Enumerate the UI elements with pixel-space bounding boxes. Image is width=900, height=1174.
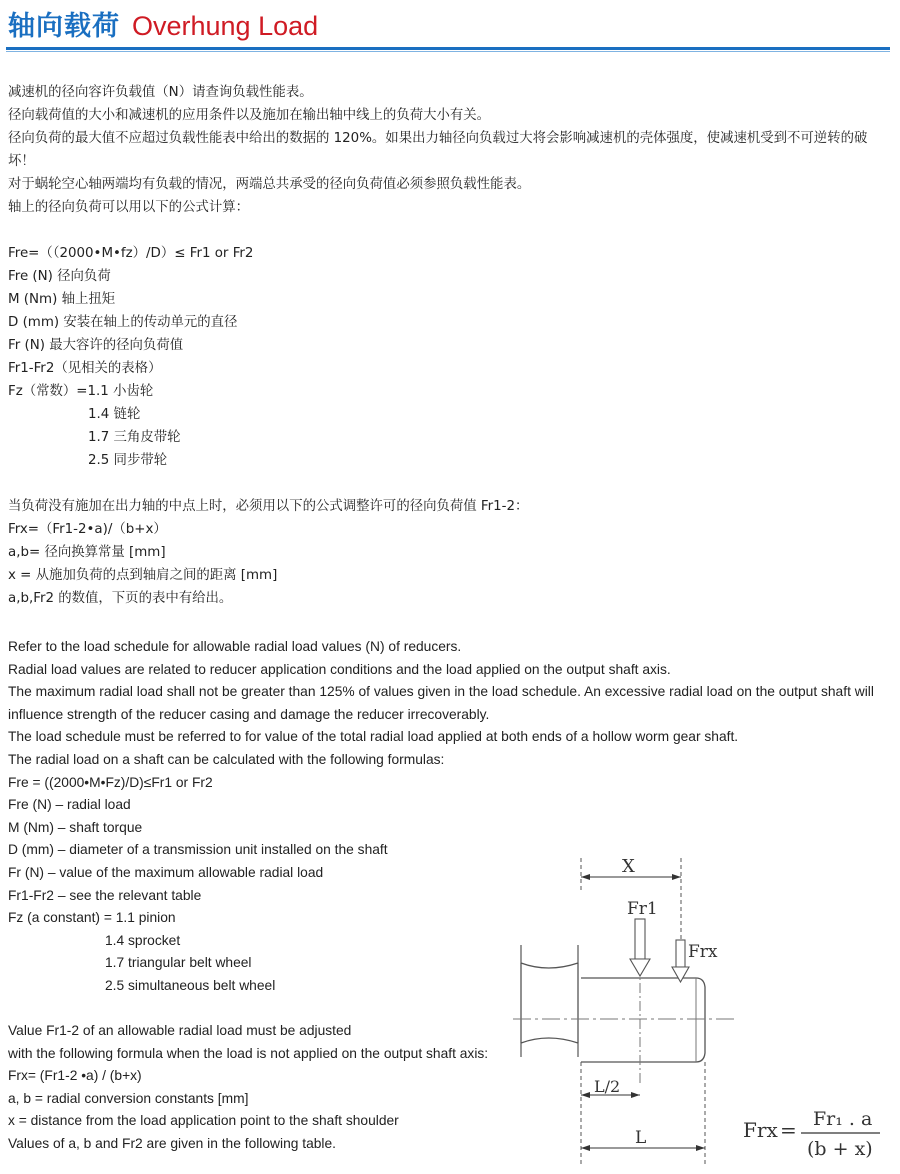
cn-definition: D (mm) 安装在轴上的传动单元的直径 [8, 315, 238, 330]
cn-definition: Fr (N) 最大容许的径向负荷值 [8, 338, 184, 353]
fr1-arrow [627, 899, 658, 976]
cn-paragraph: 径向载荷值的大小和减速机的应用条件以及施加在输出轴中线上的负荷大小有关。 [8, 108, 491, 123]
cn-constant: 1.7 三角皮带轮 [88, 430, 181, 445]
cn-definition: a,b= 径向换算常量 [mm] [8, 545, 166, 560]
en-paragraph: The load schedule must be referred to for value of the total radial load applied at both ends of a hollow worm gear shaft. [8, 729, 739, 745]
en-paragraph: The maximum radial load shall not be greater than 125% of values given in the load schedule. An excessive radial load on the output shaft will influence strength of the reducer casing and damage the reducer irrecoverably. [8, 684, 874, 722]
en-definition: a, b = radial conversion constants [mm] [8, 1090, 249, 1106]
cn-definition: x = 从施加负荷的点到轴肩之间的距离 [mm] [8, 568, 278, 583]
cn-definition: Fz（常数）=1.1 小齿轮 [8, 384, 154, 399]
en-formula: Fre = ((2000•M•Fz)/D)≤Fr1 or Fr2 [8, 774, 213, 790]
cn-paragraph: 对于蜗轮空心轴两端均有负载的情况，两端总共承受的径向负荷值必须参照负载性能表。 [8, 177, 531, 192]
cn-paragraph: 减速机的径向容许负载值（N）请查询负载性能表。 [8, 85, 313, 100]
cn-definition: Fr1-Fr2（见相关的表格） [8, 361, 162, 376]
cn-definition: Fre (N) 径向负荷 [8, 269, 111, 284]
en-paragraph: with the following formula when the load is not applied on the output shaft axis: [8, 1045, 489, 1061]
en-constant: 1.4 sprocket [105, 932, 181, 948]
cn-definition: M (Nm) 轴上扭矩 [8, 292, 116, 307]
header-rule-thin [6, 51, 890, 52]
formula-equals: = [780, 1118, 797, 1142]
en-paragraph: Refer to the load schedule for allowable radial load values (N) of reducers. [8, 639, 462, 654]
en-paragraph: Value Fr1-2 of an allowable radial load must be adjusted [8, 1023, 352, 1039]
en-definition: Values of a, b and Fr2 are given in the following table. [8, 1136, 337, 1152]
cn-paragraph: 径向负荷的最大值不应超过负载性能表中给出的数据的 120%。如果出力轴径向负载过大将会影响减速机的壳体强度，使减速机受到不可逆转的破坏！ [8, 131, 868, 169]
en-paragraph: Radial load values are related to reducer application conditions and the load applied on the output shaft axis. [8, 661, 671, 677]
cn-formula: Fre=（（2000•M•fz）/D）≤ Fr1 or Fr2 [8, 246, 254, 261]
title-english: Overhung Load [132, 11, 319, 41]
cn-constant: 2.5 同步带轮 [88, 453, 168, 468]
formula-numerator: Fr₁ . a [813, 1108, 873, 1130]
title-chinese: 轴向载荷 [8, 11, 120, 42]
label-l-half: L/2 [594, 1077, 621, 1096]
label-frx: Frx [688, 942, 718, 962]
cn-formula: Frx=（Fr1-2•a)/（b+x） [8, 522, 167, 537]
shaft-housing [521, 945, 578, 1057]
en-definition: x = distance from the load application point to the shaft shoulder [8, 1113, 399, 1129]
en-definition: Fr (N) – value of the maximum allowable radial load [8, 864, 324, 880]
formula-denominator: (b + x) [807, 1138, 873, 1160]
en-formula: Frx= (Fr1-2 •a) / (b+x) [8, 1068, 142, 1084]
en-definition: M (Nm) – shaft torque [8, 819, 143, 835]
cn-paragraph: 轴上的径向负荷可以用以下的公式计算： [8, 200, 250, 215]
en-definition: Fz (a constant) = 1.1 pinion [8, 910, 176, 926]
label-x: X [622, 856, 635, 877]
en-constant: 1.7 triangular belt wheel [105, 955, 252, 971]
en-definition: Fr1-Fr2 – see the relevant table [8, 887, 202, 903]
formula-lhs: Frx [743, 1118, 778, 1142]
chinese-section [8, 81, 892, 610]
en-constant: 2.5 simultaneous belt wheel [105, 977, 276, 993]
en-definition: Fre (N) – radial load [8, 797, 131, 813]
en-paragraph: The radial load on a shaft can be calculated with the following formulas: [8, 751, 445, 767]
label-fr1: Fr1 [627, 899, 658, 919]
cn-constant: 1.4 链轮 [88, 407, 141, 422]
header-rule [6, 47, 890, 50]
cn-definition: a,b,Fr2 的数值，下页的表中有给出。 [8, 591, 233, 606]
overhung-load-diagram [508, 845, 900, 1174]
output-shaft [581, 978, 705, 1062]
cn-paragraph: 当负荷没有施加在出力轴的中点上时，必须用以下的公式调整许可的径向负荷值 Fr1-2： [8, 499, 529, 514]
label-l: L [635, 1128, 647, 1148]
page-header [8, 4, 318, 44]
frx-formula [743, 1108, 880, 1160]
frx-arrow [672, 940, 718, 982]
en-definition: D (mm) – diameter of a transmission unit installed on the shaft [8, 842, 388, 858]
